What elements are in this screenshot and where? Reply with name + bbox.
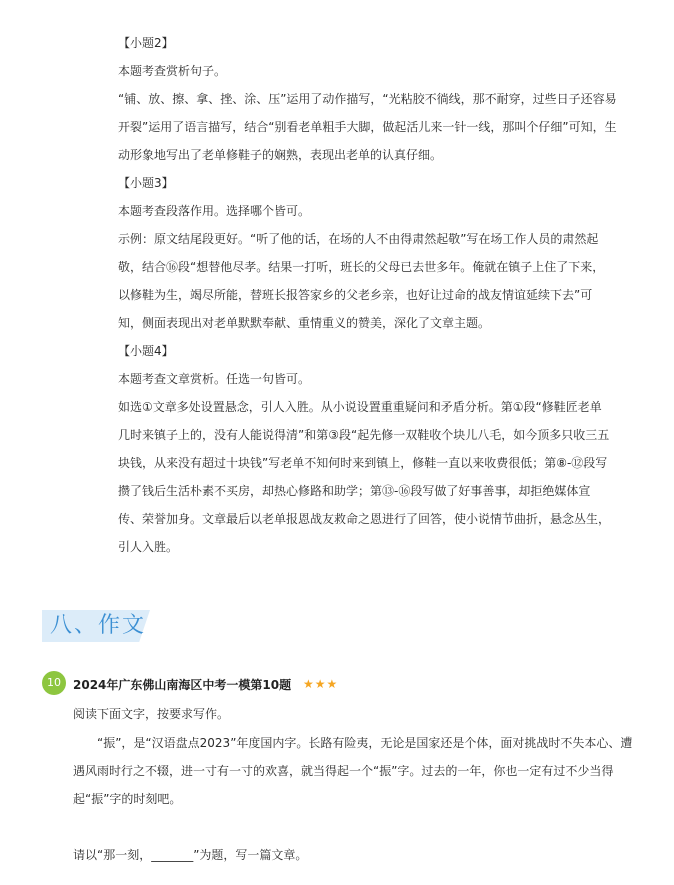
subquestion-3-label: 【小题3】 bbox=[118, 176, 174, 190]
subquestion-2-label: 【小题2】 bbox=[118, 36, 174, 50]
answer-3-line-1: 本题考查段落作用。选择哪个皆可。 bbox=[118, 204, 311, 218]
prompt-line-3: 遇风雨时行之不辍，进一寸有一寸的欢喜，就当得起一个“振”字。过去的一年，你也一定有过不少当得 bbox=[73, 764, 614, 778]
subquestion-4-label: 【小题4】 bbox=[118, 344, 174, 358]
prompt-line-2: “振”，是“汉语盘点2023”年度国内字。长路有险夷，无论是国家还是个体，面对挑战时不失本心、遭 bbox=[97, 736, 633, 750]
prompt-line-4: 起“振”字的时刻吧。 bbox=[73, 792, 182, 806]
answer-3-line-4: 以修鞋为生，竭尽所能，替班长报答家乡的父老乡亲，也好让过命的战友情谊延续下去”可 bbox=[118, 288, 593, 302]
answer-2-line-4: 动形象地写出了老单修鞋子的娴熟，表现出老单的认真仔细。 bbox=[118, 148, 443, 162]
answer-2-line-3: 开裂”运用了语言描写，结合“别看老单粗手大脚，做起活儿来一针一线，那叫个仔细”可知，生 bbox=[118, 120, 617, 134]
section-title: 八、作文 bbox=[50, 613, 147, 638]
answer-4-line-4: 块钱，从来没有超过十块钱”写老单不知何时来到镇上，修鞋一直以来收费很低；第⑧-⑫段写 bbox=[118, 456, 608, 470]
answer-4-line-6: 传、荣誉加身。文章最后以老单报恩战友救命之恩进行了回答，使小说情节曲折，悬念丛生， bbox=[118, 512, 611, 526]
question-source: 2024年广东佛山南海区中考一模第10题 bbox=[73, 678, 292, 692]
prompt-line-1: 阅读下面文字，按要求写作。 bbox=[73, 707, 230, 721]
prompt-line-5: 请以“那一刻，_______”为题，写一篇文章。 bbox=[73, 848, 308, 862]
answer-3-line-5: 知，侧面表现出对老单默默奉献、重情重义的赞美，深化了文章主题。 bbox=[118, 316, 491, 330]
answer-3-line-3: 敬，结合⑯段“想替他尽孝。结果一打听，班长的父母已去世多年。俺就在镇子上住了下来， bbox=[118, 260, 605, 274]
question-number-badge: 10 bbox=[42, 671, 66, 695]
answer-4-line-2: 如选①文章多处设置悬念，引人入胜。从小说设置重重疑问和矛盾分析。第①段“修鞋匠老单 bbox=[118, 400, 602, 414]
answer-3-line-2: 示例：原文结尾段更好。“听了他的话，在场的人不由得肃然起敬”写在场工作人员的肃然起 bbox=[118, 232, 599, 246]
answer-4-line-3: 几时来镇子上的，没有人能说得清”和第③段“起先修一双鞋收个块儿八毛，如今顶多只收三五 bbox=[118, 428, 610, 442]
answer-4-line-5: 攒了钱后生活朴素不买房，却热心修路和助学；第⑬-⑯段写做了好事善事，却拒绝媒体宣 bbox=[118, 484, 591, 498]
answer-4-line-7: 引人入胜。 bbox=[118, 540, 179, 554]
answer-2-line-1: 本题考查赏析句子。 bbox=[118, 64, 227, 78]
difficulty-stars-icon: ★★★ bbox=[303, 677, 339, 691]
answer-2-line-2: “铺、放、擦、拿、挫、涂、压”运用了动作描写，“光粘胶不徜线，那不耐穿，过些日子还容易 bbox=[118, 92, 617, 106]
answer-4-line-1: 本题考查文章赏析。任选一句皆可。 bbox=[118, 372, 311, 386]
